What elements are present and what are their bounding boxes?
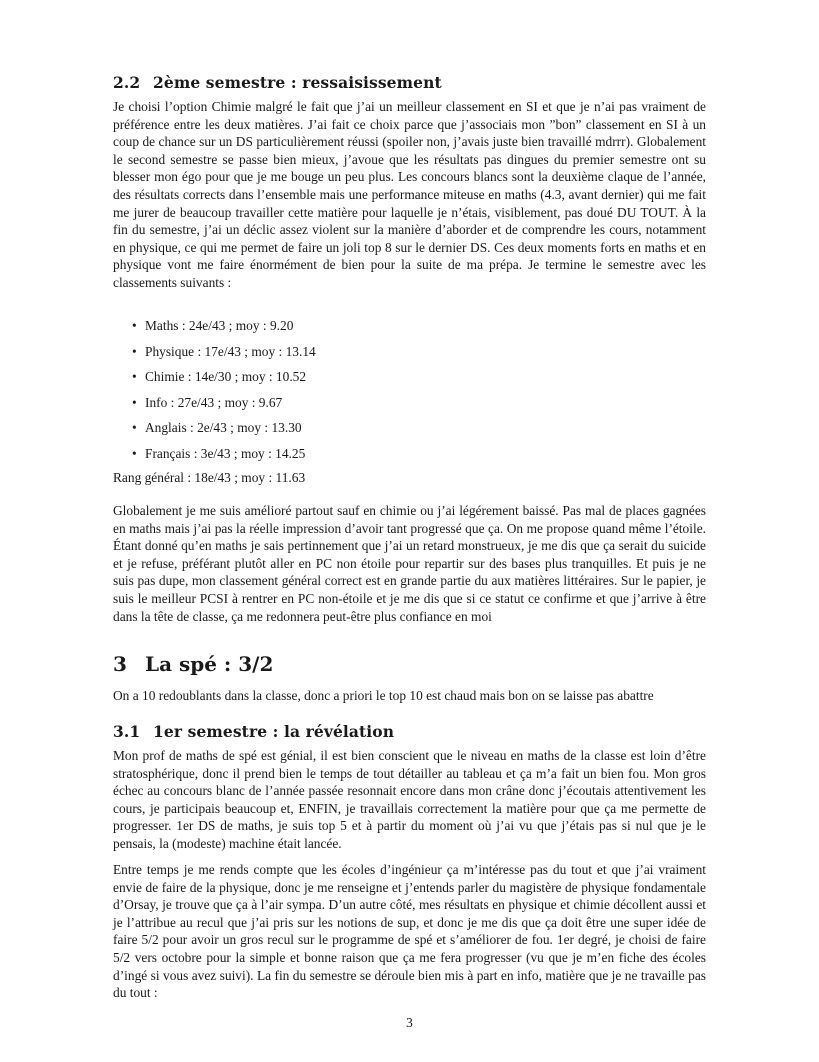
list-item: • Anglais : 2e/43 ; moy : 13.30 — [132, 420, 302, 435]
section-heading-3-1 — [113, 722, 394, 741]
paragraph-redoublants: On a 10 redoublants dans la classe, donc a priori le top 10 est chaud mais bon on se laisse pas abattre — [113, 688, 654, 703]
list-item: • Français : 3e/43 ; moy : 14.25 — [132, 445, 306, 461]
list-item: • Info : 27e/43 ; moy : 9.67 — [132, 394, 283, 410]
list-item: • Maths : 24e/43 ; moy : 9.20 — [132, 318, 294, 333]
bullet-icon: • — [132, 369, 137, 384]
bullet-icon: • — [132, 445, 137, 461]
paragraph-option-choice: Je choisi l’option Chimie malgré le fait que j’ai un meilleur classement en SI et que je n’ai pas vraiment de préférence entre les deux matières. J’ai fait ce choix parce que j’associais mon ”bon” classement en SI à un coup de chance sur un DS particulièrement réussi (spoiler non, j’avais juste bien travaillé mdrrr). Globalement le second semestre se passe bien mieux, j’avoue que les résultats pas dingues du premier semestre ont su blesser mon égo pour que je me bouge un peu plus. Les concours blancs sont la deuxième claque de l’année, des résultats corrects dans l’ensemble mais une performance miteuse en maths (4.3, avant dernier) qui me fait me jurer de beaucoup travailler cette matière pour laquelle je n’étais, visiblement, pas doué DU TOUT. À la fin du semestre, j’ai un déclic assez violent sur la manière d’aborder et de comprendre les cours, notamment en physique, ce qui me permet de faire un joli top 8 sur le dernier DS. Ces deux moments forts en maths et en physique vont me faire énormément de bien pour la suite de ma prépa. Je termine le semestre avec les classements suivants : — [113, 99, 706, 290]
page-number: 3 — [406, 1015, 413, 1030]
bullet-icon: • — [132, 318, 137, 333]
paragraph-engineering-schools: Entre temps je me rends compte que les écoles d’ingénieur ça m’intéresse pas du tout et que j’ai vraiment envie de faire de la physique, donc je me renseigne et j’entends parler du magistère de physique fondamentale d’Orsay, je trouve que ça à l’air sympa. D’un autre côté, mes résultats en physique et chimie décollent aussi et je l’attribue au recul que j’ai pris sur les notions de sup, et donc je me dis que ça doit être une super idée de faire 5/2 pour avoir un gros recul sur le programme de spé et s’améliorer de fou. 1er degré, je choisi de faire 5/2 vers octobre pour la simple et bonne raison que ça me fera progresser (vu que je m’en fiche des écoles d’ingé si vous avez suivi). La fin du semestre se déroule bien mis à part en info, matière que je ne travaille pas du tout : — [113, 862, 706, 1001]
bullet-icon: • — [132, 394, 137, 410]
grades-list — [113, 317, 316, 470]
section-number: 3 — [113, 652, 127, 676]
section-title: 2ème semestre : ressaisissement — [153, 73, 442, 92]
section-title: 1er semestre : la révélation — [153, 722, 395, 741]
overall-rank: Rang général : 18e/43 ; moy : 11.63 — [113, 470, 306, 485]
section-number: 3.1 — [113, 722, 141, 741]
section-heading-2-2 — [113, 73, 442, 92]
paragraph-improvement: Globalement je me suis amélioré partout sauf en chimie ou j’ai légérement baissé. Pas mal de places gagnées en maths mais j’ai pas la réelle impression d’avoir tant progressé que ça. On me propose quand même l’étoile. Étant donné qu’en maths je sais pertinnement que j’ai un retard monstrueux, je me dis que ça serait du suicide et je refuse, préférant plutôt aller en PC non étoile pour repartir sur des bases plus tranquilles. Et puis je ne suis pas dupe, mon classement général correct est en grande partie du aux matières littéraires. Sur le papier, je suis le meilleur PCSI à rentrer en PC non-étoile et je me dis que si ce statut ce confirme et que j’arrive à être dans la tête de classe, ça me redonnera peut-être plus confiance en moi — [113, 503, 706, 624]
bullet-icon: • — [132, 343, 137, 359]
bullet-icon: • — [132, 420, 137, 435]
section-number: 2.2 — [113, 73, 141, 92]
list-item: • Chimie : 14e/30 ; moy : 10.52 — [132, 369, 307, 384]
paragraph-math-teacher: Mon prof de maths de spé est génial, il est bien conscient que le niveau en maths de la classe est loin d’être stratosphérique, donc il prend bien le temps de tout détailler au tableau et ça m’a fait un bien fou. Mon gros échec au concours blanc de l’année passée resonnait encore dans mon crâne donc j’écoutais attentivement les cours, je participais beaucoup et, ENFIN, je travaillais correctement la matière pour que ça me permette de progresser. 1er DS de maths, je suis top 5 et à partir du moment où j’ai vu que j’étais pas si nul que je le pensais, la (modeste) machine était lancée. — [113, 748, 706, 851]
section-heading-3 — [113, 652, 273, 676]
list-item: • Physique : 17e/43 ; moy : 13.14 — [132, 343, 316, 359]
section-title: La spé : 3/2 — [145, 652, 274, 676]
